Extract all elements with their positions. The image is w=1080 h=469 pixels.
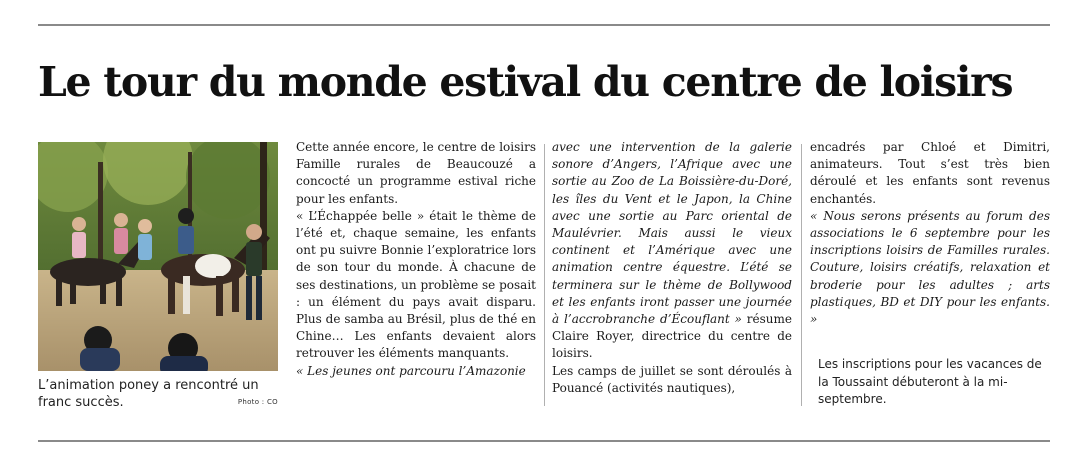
top-rule [38, 24, 1050, 26]
quote-attribution: résume Claire Royer, directrice du centre de loisirs. [552, 312, 792, 361]
registration-note: Les inscriptions pour les vacances de la Toussaint débuteront à la mi-septembre. [818, 357, 1042, 406]
column-divider [544, 144, 545, 406]
article-headline: Le tour du monde estival du centre de loisirs [38, 58, 1013, 106]
article-column-2 [552, 139, 792, 397]
column-divider [801, 144, 802, 406]
quote-continuation: avec une intervention de la galerie sonore d’Angers, l’Afrique avec une sortie au Zoo de La Boissière-du-Doré, les îles du Vent et le Japon, la Chine avec une sortie au Parc oriental de Maulévrier. Mais aussi le vieux continent et l’Amérique avec une animation centre équestre. L’été se terminera sur le thème de Bollywood et les enfants iront passer une journée à l’accrobranche d’Écouflant » [552, 140, 792, 327]
article-column-1 [296, 139, 536, 380]
quote-forum: « Nous serons présents au forum des associations le 6 septembre pour les inscriptions loisirs de Familles rurales. Couture, loisirs créatifs, relaxation et broderie pour les adultes ; arts plastiques, BD et DIY pour les enfants. » [810, 208, 1050, 327]
bottom-rule [38, 440, 1050, 442]
photo-caption [38, 377, 278, 411]
quote-start: « Les jeunes ont parcouru l’Amazonie [296, 363, 526, 378]
paragraph-camps: Les camps de juillet se sont déroulés à Pouancé (activités nautiques), [552, 363, 792, 395]
paragraph-animators: encadrés par Chloé et Dimitri, animateurs. Tout s’est très bien déroulé et les enfants sont revenus enchantés. [810, 140, 1050, 206]
paragraph-theme: « L’Échappée belle » était le thème de l’été et, chaque semaine, les enfants ont pu suivre Bonnie l’exploratrice lors de son tour du monde. À chacune de ses destinations, un problème se posait : un élément du pays avait disparu. Plus de samba au Brésil, plus de thé en Chine… Les enfants devaient alors retrouver les éléments manquants. [296, 208, 536, 361]
article-column-3 [810, 139, 1050, 328]
photo-illustration [38, 142, 278, 371]
article-photo [38, 142, 278, 371]
paragraph-intro: Cette année encore, le centre de loisirs Famille rurales de Beaucouzé a concocté un programme estival riche pour les enfants. [296, 140, 536, 206]
caption-text: L’animation poney a rencontré un franc succès. [38, 378, 259, 410]
photo-credit: Photo : CO [237, 398, 278, 406]
